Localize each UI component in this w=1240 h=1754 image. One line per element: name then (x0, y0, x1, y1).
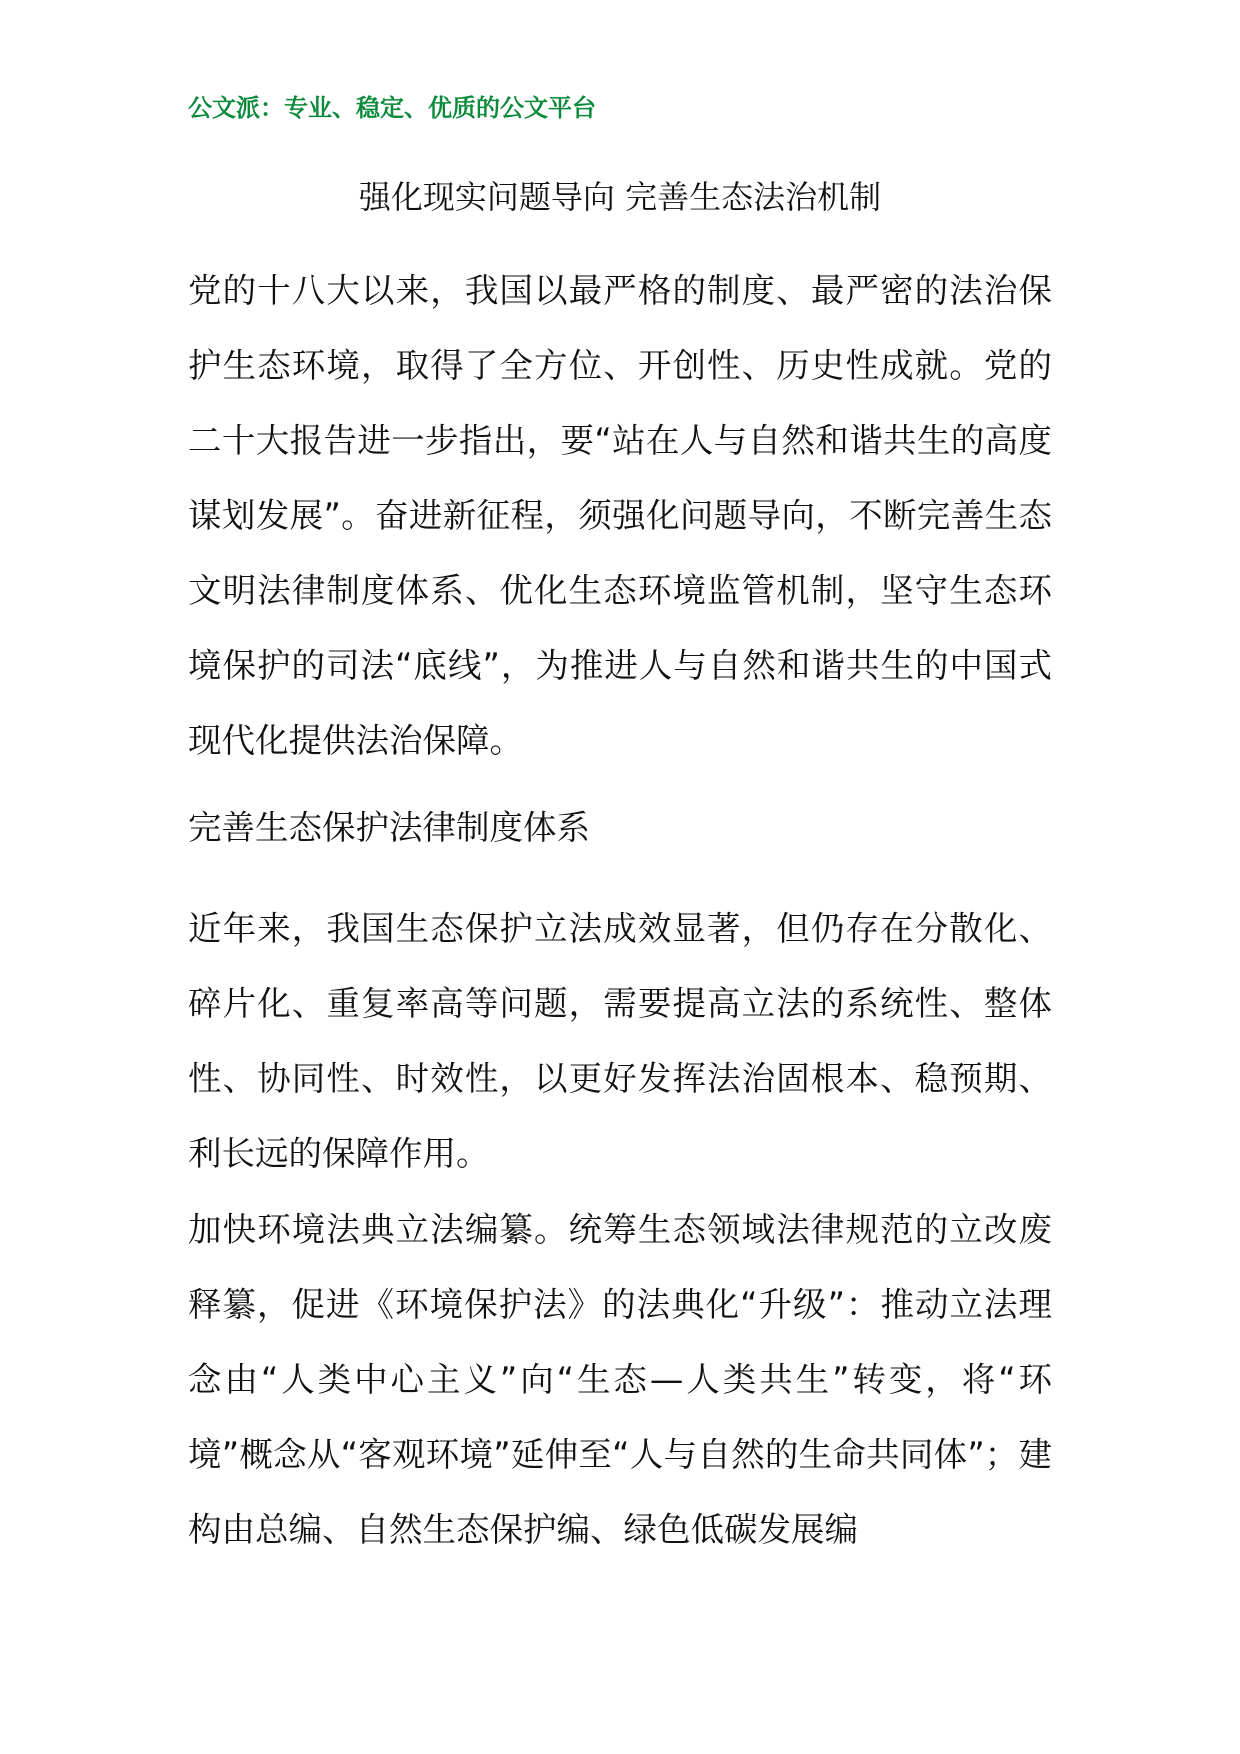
body-paragraph: 近年来，我国生态保护立法成效显著，但仍存在分散化、碎片化、重复率高等问题，需要提高立法的系统性、整体性、协同性、时效性，以更好发挥法治固根本、稳预期、利长远的保障作用。 (188, 909, 1052, 1173)
document-title: 强化现实问题导向 完善生态法治机制 (358, 178, 882, 216)
body-paragraph: 加快环境法典立法编纂。统筹生态领域法律规范的立改废释纂，促进《环境保护法》的法典化“升级”：推动立法理念由“人类中心主义”向“生态—人类共生”转变，将“环境”概念从“客观环境”延伸至“人与自然的生命共同体”；建构由总编、自然生态保护编、绿色低碳发展编 (188, 1210, 1052, 1549)
body-paragraph: 党的十八大以来，我国以最严格的制度、最严密的法治保护生态环境，取得了全方位、开创性、历史性成就。党的二十大报告进一步指出，要“站在人与自然和谐共生的高度谋划发展”。奋进新征程，须强化问题导向，不断完善生态文明法律制度体系、优化生态环境监管机制，坚守生态环境保护的司法“底线”，为推进人与自然和谐共生的中国式现代化提供法治保障。 (188, 271, 1052, 760)
site-banner: 公文派：专业、稳定、优质的公文平台 (188, 94, 596, 122)
section-heading: 完善生态保护法律制度体系 (188, 808, 590, 847)
